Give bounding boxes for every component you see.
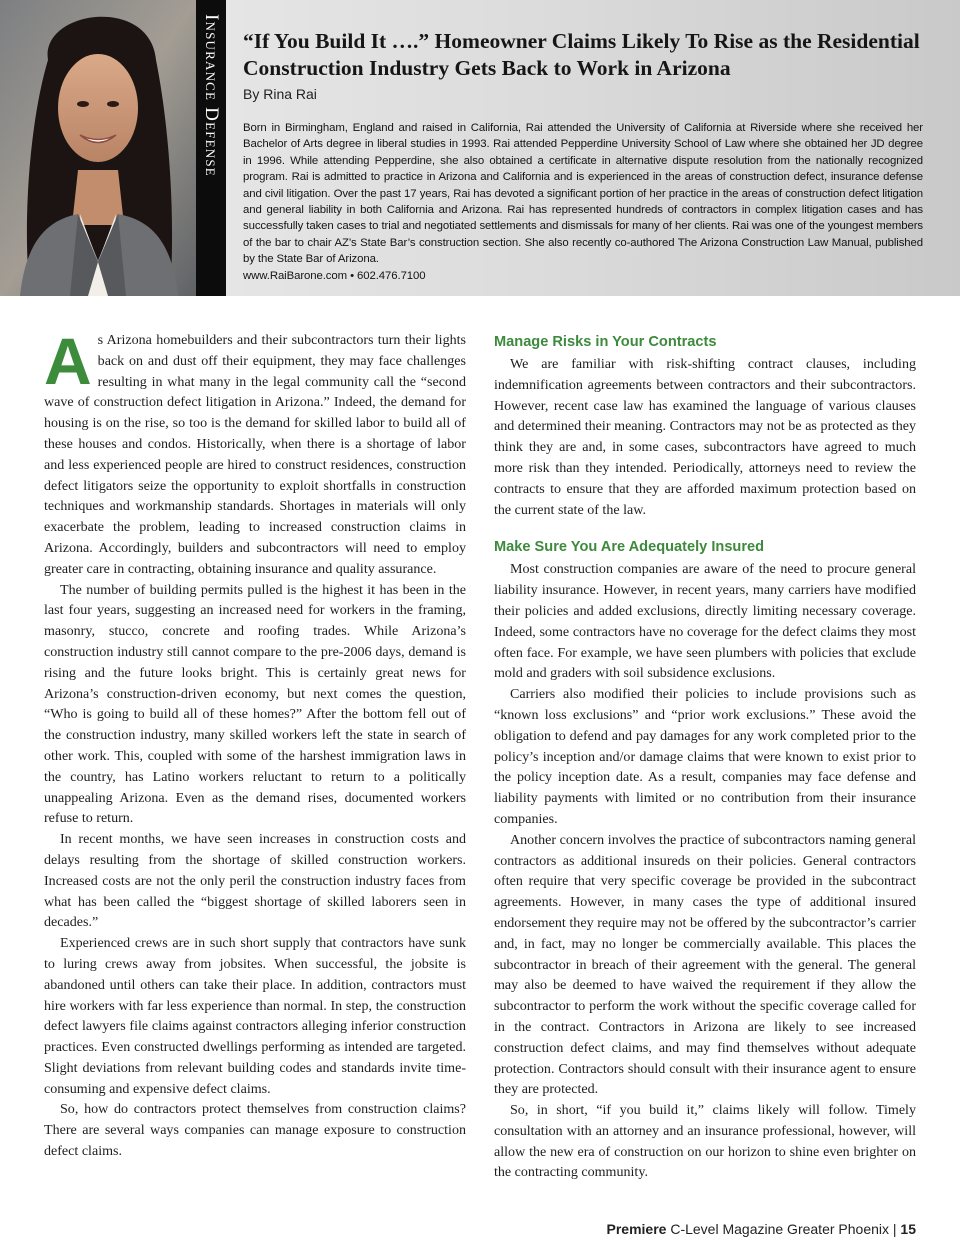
footer-publication: C-Level Magazine Greater Phoenix: [670, 1221, 889, 1237]
paragraph: [44, 324, 466, 580]
paragraph-text: s Arizona homebuilders and their subcontractors turn their lights back on and dust off their equipment, they may face challenges resulting in what many in the legal community call the “second wave of construction defect litigation in Arizona.” Indeed, the demand for housing is on the rise, so too is the demand for skilled labor to build all of these houses and condos. Historically, when there is a shortage of labor and less experienced people are hired to construct residences, construction defect litigators seize the opportunity to exploit shortfalls in construction techniques and workmanship standards. Shortages in materials will only exacerbate the problem, leading to increased construction claims in Arizona. Accordingly, builders and subcontractors will need to employ greater care in contracting, obtaining insurance and quality assurance.: [44, 332, 466, 577]
article-header: [0, 0, 960, 296]
left-column: [44, 324, 466, 1162]
subheading-manage-risks: Manage Risks in Your Contracts: [494, 334, 717, 350]
header-text: [243, 28, 923, 284]
author-photo: [0, 0, 196, 296]
right-column: [494, 332, 916, 1183]
paragraph: We are familiar with risk-shifting contract clauses, including indemnification agreements between contractors and their subcontractors. However, recent case law has examined the language of various clauses and determined their meaning. Contractors may not be as protected as they think they are and, in some cases, subcontractors have agreed to much more risk than they intended. Periodically, attorneys need to review the contracts to ensure that they are afforded maximum protection based on the current state of the law.: [494, 356, 916, 518]
author-contact: www.RaiBarone.com • 602.476.7100: [243, 269, 426, 282]
section-label: Insurance Defense: [201, 14, 222, 177]
article-title: “If You Build It ….” Homeowner Claims Likely To Rise as the Residential Construction Industry Gets Back to Work in Arizona: [243, 29, 920, 80]
paragraph: Most construction companies are aware of the need to procure general liability insurance. However, in recent years, many carriers have modified their policies and added exclusions, directly limiting necessary coverage. Indeed, some contractors have no coverage for the defect claims they most often face. For example, we have seen plumbers with policies that exclude mold and graders with soil subsidence exclusions.: [494, 561, 916, 682]
footer-brand: Premiere: [606, 1221, 667, 1237]
paragraph: So, how do contractors protect themselves from construction claims? There are several ways companies can manage exposure to construction defect claims.: [44, 1101, 466, 1160]
author-portrait-illustration: [0, 0, 196, 296]
author-bio: [243, 120, 923, 284]
paragraph: Experienced crews are in such short supply that contractors have sunk to luring crews away from jobsites. When successful, the jobsite is abandoned until others can take their place. In addition, contractors must hire workers with far less experience than normal. In step, the construction defect lawyers file claims against contractors alleging inferior construction practices. Even constructed dwellings performing as intended are targeted. Slight deviations from relevant building codes and standards invite time-consuming and expensive defect claims.: [44, 935, 466, 1097]
paragraph: In recent months, we have seen increases in construction costs and delays resulting from the shortage of skilled construction workers. Increased costs are not the only peril the construction industry faces from what has been called the “biggest shortage of skilled laborers seen in decades.”: [44, 831, 466, 931]
footer-separator: |: [892, 1221, 897, 1237]
page-number: 15: [900, 1221, 916, 1237]
drop-cap: A: [44, 324, 92, 398]
paragraph: The number of building permits pulled is the highest it has been in the last four years, suggesting an increased need for workers in the framing, masonry, stucco, concrete and roofing trades. While Arizona’s construction industry still cannot compare to the pre-2006 days, demand is rising and the future looks bright. This is certainly great news for Arizona’s construction-driven economy, but next comes the question, “Who is going to build all of these homes?” After the bottom fell out of the construction industry, many skilled workers left the state in search of other work. This, coupled with some of the harshest immigration laws in the country, has Latino workers reluctant to return to a politically unappealing Arizona. Even as the demand rises, documented workers refuse to return.: [44, 581, 466, 827]
paragraph: Carriers also modified their policies to include provisions such as “known loss exclusions” and “prior work exclusions.” These avoid the obligation to defend and pay damages for any work completed prior to the policy’s inception and/or damage claims that were known to exist prior to the policy inception date. As a result, companies may face defense and liability payments with limited or no contribution from their insurance companies.: [494, 686, 916, 827]
paragraph: Another concern involves the practice of subcontractors naming general contractors as additional insureds on their policies. General contractors often require that very specific coverage be provided in the subcontract agreements. However, in many cases the type of additional insured endorsement they require may not be offered by the subcontractor’s carrier and, in fact, may no longer be commercially available. This places the subcontractor in breach of their agreement with the general. The general may also be deemed to have waived the requirement if they allow the subcontractor to perform the work without the specific coverage called for in the contract. Contractors in Arizona are likely to see increased construction defect claims, and may find themselves without adequate protection. Contractors should consult with their insurance agent to ensure they are protected.: [494, 831, 916, 1098]
subheading-adequately-insured: Make Sure You Are Adequately Insured: [494, 539, 765, 556]
section-label-bar: [196, 0, 226, 296]
page-footer: [607, 1221, 917, 1237]
paragraph: So, in short, “if you build it,” claims likely will follow. Timely consultation with an attorney and an insurance professional, however, will allow the new era of construction on our horizon to shine even brighter on the contracting community.: [494, 1102, 916, 1181]
author-bio-text: Born in Birmingham, England and raised in California, Rai attended the University of California at Riverside where she received her Bachelor of Arts degree in liberal studies in 1993. Rai attended Pepperdine University School of Law where she obtained her JD degree in 1996. While attending Pepperdine, she also obtained a certificate in alternative dispute resolution from the nationally recognized program. Rai is admitted to practice in Arizona and California and is experienced in the areas of construction defect, insurance defense and civil litigation. Over the past 17 years, Rai has devoted a significant portion of her practice in the areas of construction defect litigation and general liability in both California and Arizona. Rai has represented hundreds of contractors in complex litigation cases and has successfully taken cases to trial and negotiated settlements and dismissals for many of her clients. Rai was one of the youngest members of the bar to chair AZ’s State Bar’s construction section. She also recently co-authored The Arizona Construction Law Manual, published by the State Bar of Arizona.: [243, 122, 923, 266]
byline: By Rina Rai: [243, 86, 317, 102]
